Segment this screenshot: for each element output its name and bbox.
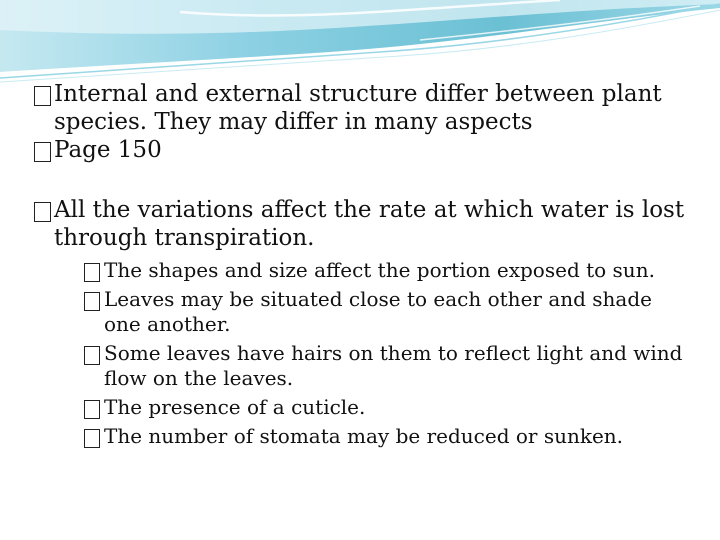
sub-bullet-item-hairs	[34, 341, 694, 391]
bullet-marker-icon	[84, 292, 100, 311]
sub-bullet-text: The shapes and size affect the portion exposed to sun.	[104, 258, 655, 282]
sub-bullet-text: Some leaves have hairs on them to reflect light and wind flow on the leaves.	[104, 341, 683, 390]
bullet-marker-icon	[34, 202, 51, 222]
spacer	[34, 164, 694, 196]
slide-content	[34, 80, 694, 449]
bullet-marker-icon	[84, 346, 100, 365]
sub-bullet-text: Leaves may be situated close to each other and shade one another.	[104, 287, 652, 336]
sub-bullet-item-shade	[34, 287, 694, 337]
bullet-marker-icon	[84, 263, 100, 282]
bullet-marker-icon	[84, 429, 100, 448]
sub-bullet-text: The presence of a cuticle.	[104, 395, 366, 419]
bullet-marker-icon	[84, 400, 100, 419]
bullet-marker-icon	[34, 142, 51, 162]
header-wave-decoration	[0, 0, 720, 90]
sub-bullet-item-stomata	[34, 424, 694, 449]
bullet-text: Internal and external structure differ between plant species. They may differ in many aspects	[54, 81, 662, 135]
bullet-text: All the variations affect the rate at which water is lost through transpiration.	[54, 197, 685, 251]
bullet-marker-icon	[34, 86, 51, 106]
sub-bullet-text: The number of stomata may be reduced or sunken.	[104, 424, 624, 448]
bullet-item-structure	[34, 80, 694, 136]
sub-bullet-item-cuticle	[34, 395, 694, 420]
bullet-text: Page 150	[54, 137, 162, 163]
sub-bullet-item-shapes	[34, 258, 694, 283]
bullet-item-variations	[34, 196, 694, 252]
bullet-item-page	[34, 136, 694, 164]
